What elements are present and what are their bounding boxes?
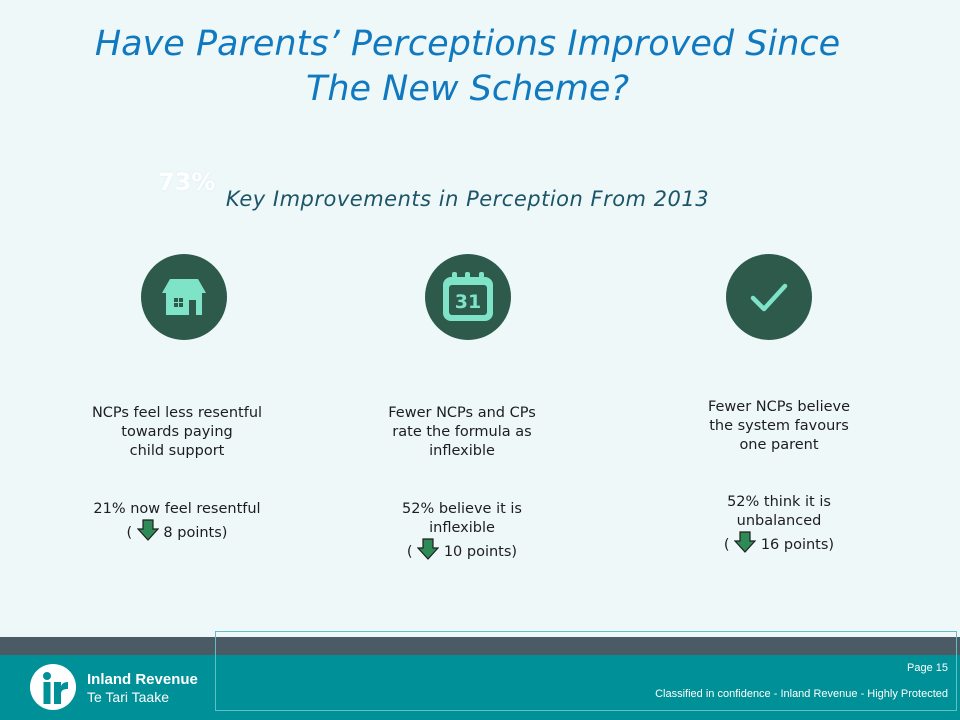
column-1-change-text: 8 points) xyxy=(163,525,228,541)
column-1-desc-line: child support xyxy=(129,443,225,459)
column-3-change-open: ( xyxy=(723,537,730,553)
calendar-day: 31 xyxy=(454,291,482,313)
column-1-stat xyxy=(62,500,292,547)
column-1-description xyxy=(62,404,292,461)
column-2-desc-line: inflexible xyxy=(429,443,495,459)
column-1-desc-line: towards paying xyxy=(121,424,233,440)
column-3-change-text: 16 points) xyxy=(760,537,835,553)
column-2-stat-line: 52% believe it is xyxy=(402,501,522,517)
org-name: Inland Revenue xyxy=(87,671,198,688)
inland-revenue-logo-icon xyxy=(30,664,76,710)
column-2-stat-line: inflexible xyxy=(429,520,495,536)
down-arrow-icon xyxy=(734,531,756,559)
column-1-change-open: ( xyxy=(126,525,133,541)
calendar-icon xyxy=(425,254,511,340)
classification-label: Classified in confidence - Inland Revenue - Highly Protected xyxy=(655,688,948,700)
column-2-stat xyxy=(347,500,577,566)
column-3-stat xyxy=(664,493,894,559)
title-line-2: The New Scheme? xyxy=(305,69,630,109)
down-arrow-icon xyxy=(417,538,439,566)
column-2-change-open: ( xyxy=(406,544,413,560)
checkmark-icon xyxy=(726,254,812,340)
column-3-desc-line: one parent xyxy=(739,437,819,453)
column-3-stat-line: unbalanced xyxy=(736,513,822,529)
house-icon xyxy=(141,254,227,340)
column-1-stat-line: 21% now feel resentful xyxy=(93,501,261,517)
column-3-desc-line: the system favours xyxy=(709,418,849,434)
column-1-desc-line: NCPs feel less resentful xyxy=(91,405,263,421)
column-3-stat-line: 52% think it is xyxy=(727,494,831,510)
column-2-desc-line: rate the formula as xyxy=(392,424,532,440)
column-2-change-text: 10 points) xyxy=(443,544,518,560)
column-3-description xyxy=(664,398,894,455)
slide-title xyxy=(0,22,935,112)
column-3-desc-line: Fewer NCPs believe xyxy=(707,399,851,415)
down-arrow-icon xyxy=(137,519,159,547)
title-line-1: Have Parents’ Perceptions Improved Since xyxy=(94,24,841,64)
ghost-percentage: 73% xyxy=(158,168,216,196)
column-2-desc-line: Fewer NCPs and CPs xyxy=(388,405,536,421)
org-maori-name: Te Tari Taake xyxy=(87,689,169,705)
slide-subtitle: Key Improvements in Perception From 2013 xyxy=(225,187,710,211)
column-2-description xyxy=(347,404,577,461)
page-number: Page 15 xyxy=(907,662,948,674)
